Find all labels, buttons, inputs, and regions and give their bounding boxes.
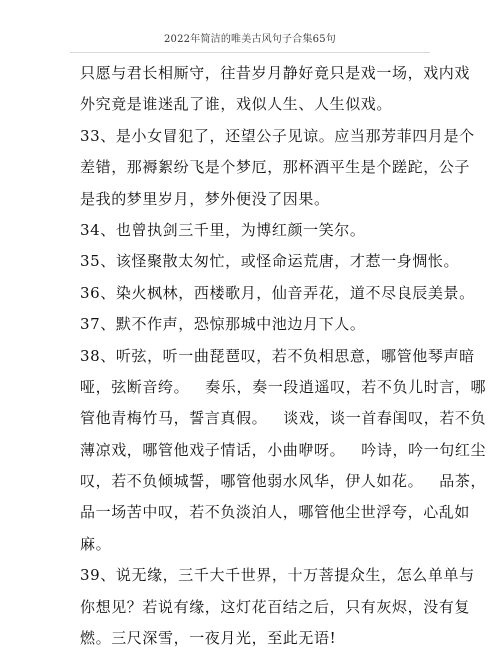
text-line: 外究竟是谁迷乱了谁，戏似人生、人生似戏。: [80, 95, 393, 114]
header-divider: [70, 52, 430, 53]
document-body: [80, 58, 487, 654]
text-line: 36、染火枫林，西楼歌月，仙音弄花，道不尽良辰美景。: [80, 283, 475, 302]
text-line: 34、也曾执剑三千里，为博红颜一笑尔。: [80, 220, 366, 239]
text-line: 管他青梅竹马，誓言真假。 谈戏，谈一首春闺叹，若不负: [80, 409, 487, 428]
text-line: 哑，弦断音绔。 奏乐，奏一段逍遥叹，若不负儿时言，哪: [80, 377, 487, 396]
text-line: 薄凉戏，哪管他戏子情话，小曲咿呀。 吟诗，吟一句红尘: [80, 440, 487, 459]
text-line: 麻。: [80, 534, 112, 553]
text-line: 33、是小女冒犯了，还望公子见谅。应当那芳菲四月是个: [80, 126, 475, 145]
text-line: 是我的梦里岁月，梦外便没了因果。: [80, 189, 330, 208]
text-line: 只愿与君长相厮守，往昔岁月静好竟只是戏一场，戏内戏: [80, 64, 471, 82]
text-line: 叹，若不负倾城誓，哪管他弱水风华，伊人如花。 品茶，: [80, 472, 487, 491]
page-header-title: 2022年简洁的唯美古风句子合集65句: [164, 34, 336, 45]
text-line: 差错，那褥絮纷飞是个梦厄，那杯酒平生是个蹉跎，公子: [80, 158, 471, 177]
text-line: 品一场苦中叹，若不负淡泊人，哪管他尘世浮夸，心乱如: [80, 503, 471, 522]
text-line: 35、该怪聚散太匆忙，或怪命运荒唐，才惹一身惆怅。: [80, 252, 460, 271]
text-line: 37、默不作声，恐惊那城中池边月下人。: [80, 315, 366, 334]
text-line: 39、说无缘，三千大千世界，十万菩提众生，怎么单单与: [80, 566, 475, 585]
text-line: 38、听弦，听一曲琵琶叹，若不负相思意，哪管他琴声暗: [80, 346, 475, 365]
text-line: 燃。三尺深雪，一夜月光，至此无语!: [80, 629, 337, 648]
text-line: 你想见？若说有缘，这灯花百结之后，只有灰烬，没有复: [80, 597, 471, 616]
